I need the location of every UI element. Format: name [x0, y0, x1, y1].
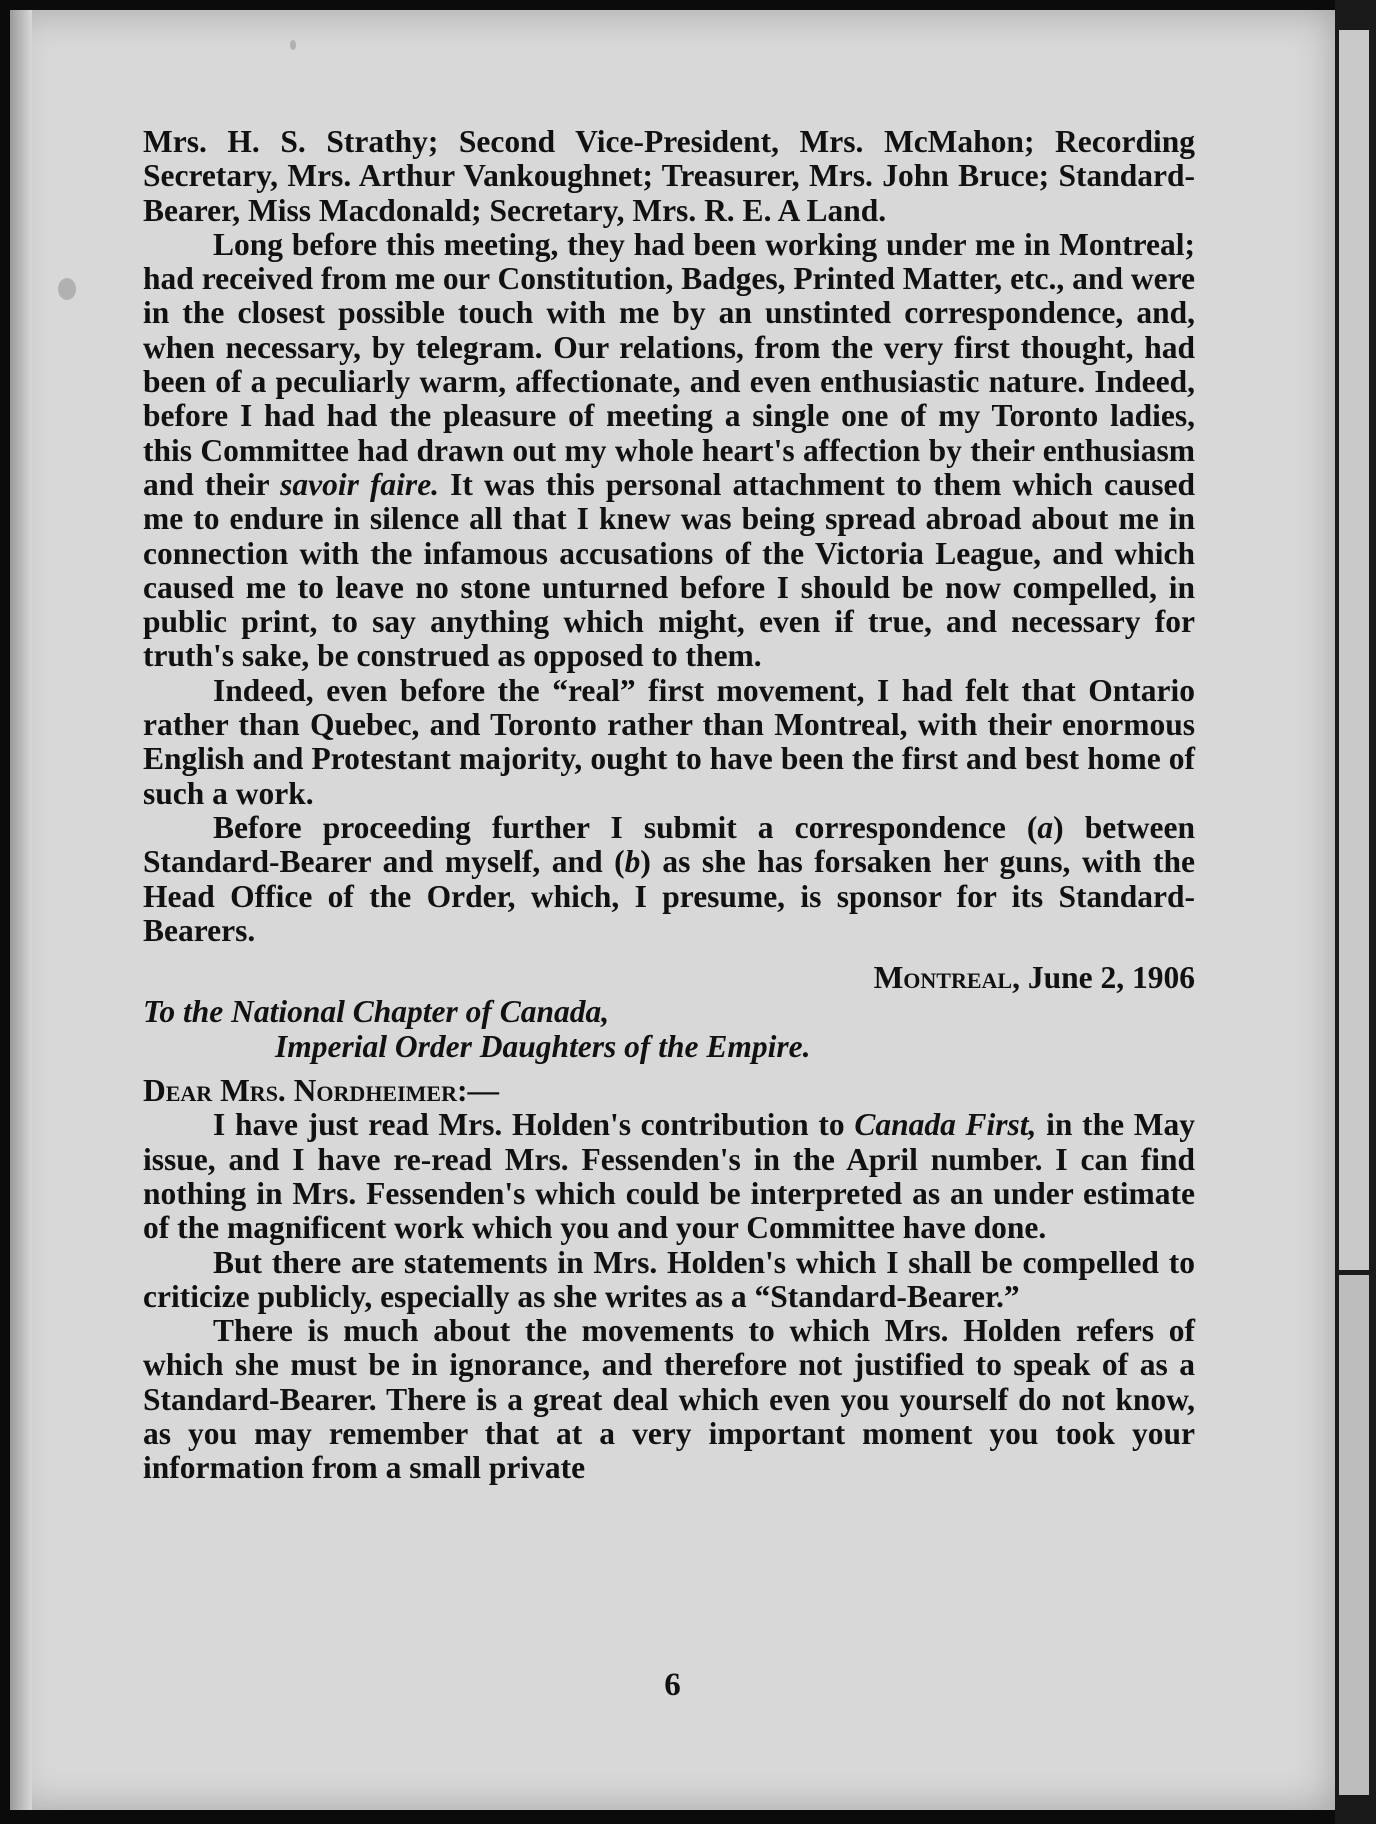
letter-address-line1: To the National Chapter of Canada,: [143, 994, 610, 1030]
page-number: 6: [664, 1667, 681, 1703]
letter-paragraph-3: There is much about the movements to which Mrs. Holden refers of which she must be in ignorance, and therefore not justified to speak of as a Standard-Bearer. There is a great deal which even you yourself do not know, as you may remember that at a very important moment you took your information from a small private: [143, 1313, 1195, 1486]
letter-paragraph-1: I have just read Mrs. Holden's contribution to Canada First, in the May issue, and I have re-read Mrs. Fessenden's in the April number. I can find nothing in Mrs. Fessenden's which could be interpreted as an under estimate of the magnificent work which you and your Committee have done.: [143, 1107, 1195, 1246]
adjacent-page-edge: [1335, 0, 1376, 1824]
letter-salutation: Dear Mrs. Nordheimer:—: [143, 1073, 499, 1109]
paragraph-before-proceeding: Before proceeding further I submit a correspondence (a) between Standard-Bearer and myself, and (b) as she has forsaken her guns, with the Head Office of the Order, which, I presume, is sponsor for its Standard-Bearers.: [143, 809, 1195, 948]
paragraph-indeed: Indeed, even before the “real” first movement, I had felt that Ontario rather than Quebec, and Toronto rather than Montreal, with their enormous English and Protestant majority, ought to have been the first and best home of such a work.: [143, 672, 1195, 811]
page-text: [143, 125, 1195, 1486]
letter-dateline: [143, 961, 1195, 995]
letter-address-line2: Imperial Order Daughters of the Empire.: [275, 1028, 811, 1064]
letter-paragraph-2: But there are statements in Mrs. Holden's which I shall be compelled to criticize publicly, especially as she writes as a “Standard-Bearer.”: [143, 1244, 1195, 1314]
paragraph-long-before: Long before this meeting, they had been working under me in Montreal; had received from me our Constitution, Badges, Printed Matter, etc., and were in the closest possible touch with me by an unstinted correspondence, and, when necessary, by telegram. Our relations, from the very first thought, had been of a peculiarly warm, affectionate, and even enthusiastic nature. Indeed, before I had had the pleasure of meeting a single one of my Toronto ladies, this Committee had drawn out my whole heart's affection by their enthusiasm and their savoir faire. It was this personal attachment to them which caused me to endure in silence all that I knew was being spread abroad about me in connection with the infamous accusations of the Victoria League, and which caused me to leave no stone unturned before I should be now compelled, in public print, to say anything which might, even if true, and necessary for truth's sake, be construed as opposed to them.: [143, 226, 1195, 674]
page-sheet: [10, 10, 1335, 1810]
adjacent-page-tab-upper: [1339, 30, 1369, 1270]
paper-stain: [58, 278, 76, 300]
adjacent-page-tab-lower: [1339, 1275, 1369, 1795]
italic-savoir-faire: savoir faire.: [280, 466, 440, 502]
letter-date: June 2, 1906: [1027, 960, 1195, 996]
paper-speck: [290, 40, 296, 50]
italic-canada-first: Canada First,: [854, 1107, 1037, 1143]
paragraph-officers: Mrs. H. S. Strathy; Second Vice-President, Mrs. McMahon; Recording Secretary, Mrs. Arthur Vankoughnet; Treasurer, Mrs. John Bruce; Standard-Bearer, Miss Macdonald; Secretary, Mrs. R. E. A Land.: [143, 124, 1195, 228]
letter-place: Montreal,: [873, 960, 1020, 996]
